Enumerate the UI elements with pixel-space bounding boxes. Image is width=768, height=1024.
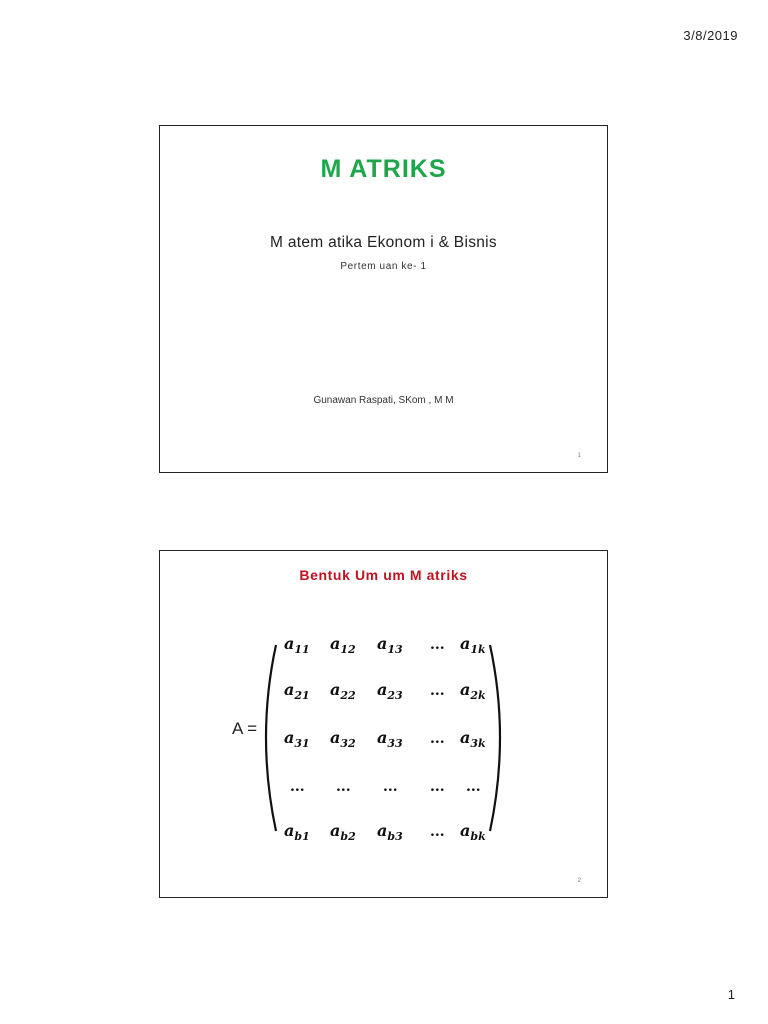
- matrix-cell-3-1: $a_{31}$: [284, 728, 310, 750]
- matrix-cell-1-3: $a_{13}$: [377, 634, 403, 656]
- page-number: 1: [727, 987, 735, 1002]
- matrix-cell-1-2: $a_{12}$: [330, 634, 356, 656]
- slide-1-title: M ATRIKS: [320, 155, 447, 183]
- slide-1-number: 1: [577, 453, 581, 459]
- matrix-equation-label: A =: [232, 719, 258, 738]
- matrix-cell-4-5: ...: [466, 779, 481, 795]
- matrix-cell-1-5: $a_{1k}$: [460, 634, 486, 656]
- matrix-cell-2-3: $a_{23}$: [377, 680, 403, 702]
- matrix-cell-5-5: $a_{bk}$: [460, 821, 486, 843]
- right-paren: [490, 645, 500, 831]
- matrix-cell-3-2: $a_{32}$: [330, 728, 356, 750]
- matrix-cell-2-4: ...: [430, 683, 445, 699]
- slide-2: [159, 550, 608, 898]
- matrix-cell-5-4: ...: [430, 824, 445, 840]
- matrix-cell-4-1: ...: [290, 779, 305, 795]
- matrix-cell-4-3: ...: [383, 779, 398, 795]
- slide-1: [159, 125, 608, 473]
- matrix-cells: [284, 634, 486, 843]
- matrix-cell-4-2: ...: [336, 779, 351, 795]
- matrix-cell-1-4: ...: [430, 637, 445, 653]
- matrix-cell-5-2: $a_{b2}$: [330, 821, 356, 843]
- slide-2-number: 2: [577, 878, 581, 884]
- matrix-cell-1-1: $a_{11}$: [284, 634, 310, 656]
- matrix-cell-3-5: $a_{3k}$: [460, 728, 486, 750]
- page-date: 3/8/2019: [683, 28, 738, 43]
- slide-1-author: Gunawan Raspati, SKom , M M: [313, 395, 454, 406]
- slide-2-title: Bentuk Um um M atriks: [299, 567, 468, 583]
- slide-1-subtitle: M atem atika Ekonom i & Bisnis: [270, 234, 497, 251]
- slide-1-meeting: Pertem uan ke- 1: [340, 261, 427, 272]
- matrix-cell-5-3: $a_{b3}$: [377, 821, 403, 843]
- matrix-cell-2-1: $a_{21}$: [284, 680, 310, 702]
- matrix-cell-3-3: $a_{33}$: [377, 728, 403, 750]
- matrix-figure: [160, 551, 609, 899]
- matrix-cell-5-1: $a_{b1}$: [284, 821, 310, 843]
- matrix-cell-2-2: $a_{22}$: [330, 680, 356, 702]
- left-paren: [266, 645, 276, 831]
- matrix-cell-4-4: ...: [430, 779, 445, 795]
- matrix-cell-3-4: ...: [430, 731, 445, 747]
- matrix-cell-2-5: $a_{2k}$: [460, 680, 486, 702]
